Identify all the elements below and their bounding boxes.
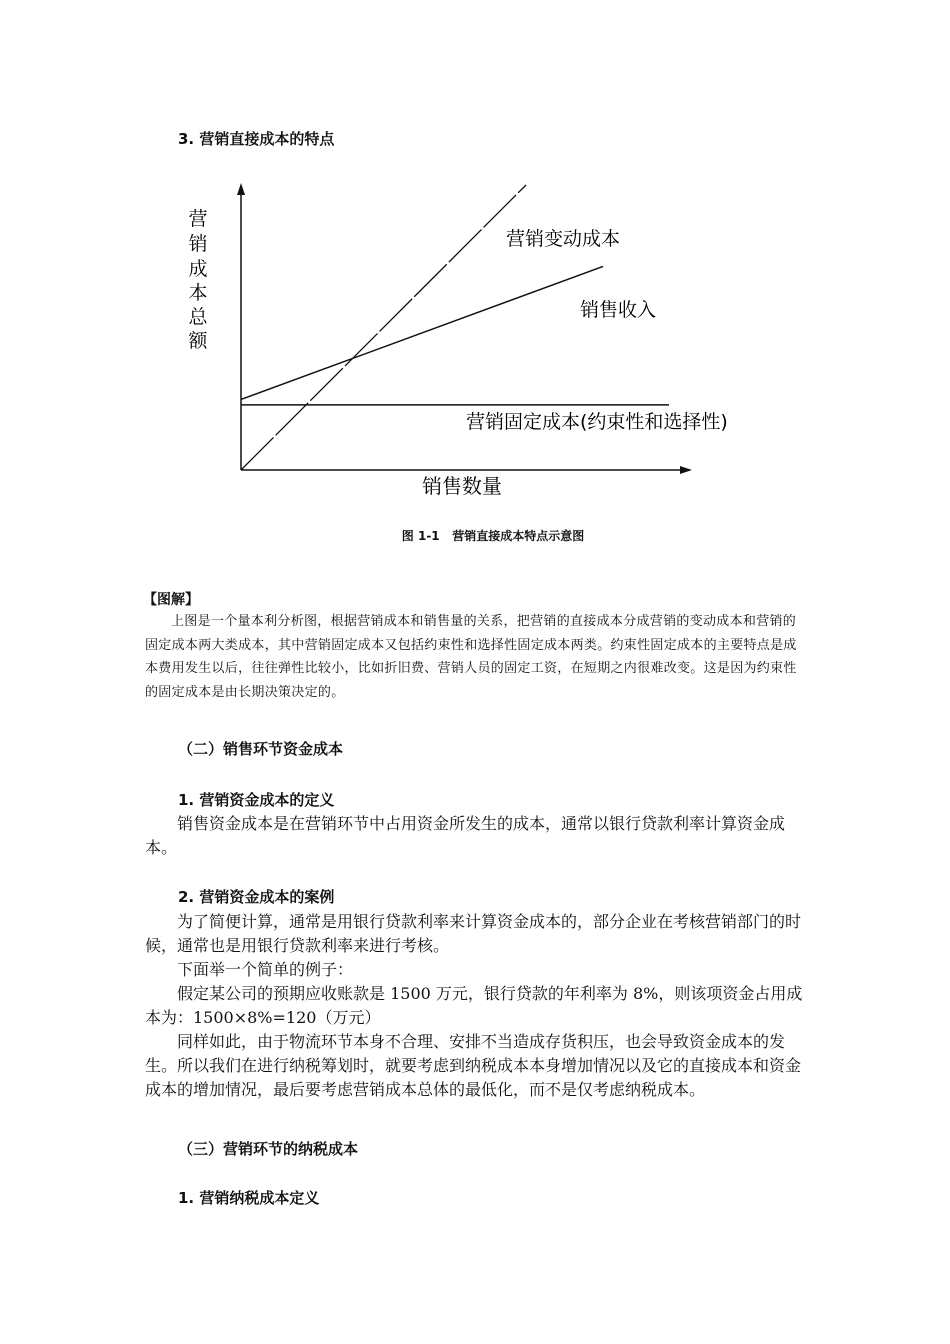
explanation-label: 【图解】 [143, 592, 199, 608]
subsection-heading: 1. 营销纳税成本定义 [178, 1189, 320, 1207]
y-axis-label-char: 本 [188, 282, 208, 304]
fixed-cost-label: 营销固定成本(约束性和选择性) [466, 411, 728, 433]
subsection-heading: 2. 营销资金成本的案例 [178, 888, 335, 906]
cost-chart [170, 175, 810, 510]
y-axis-label-char: 营 [188, 208, 208, 230]
section-heading: （三）营销环节的纳税成本 [178, 1140, 359, 1158]
y-axis-label [188, 208, 208, 352]
y-axis-label-char: 销 [188, 233, 208, 255]
explanation-text: 上图是一个量本利分析图，根据营销成本和销售量的关系，把营销的直接成本分成营销的变动成本和营销的固定成本两大类成本，其中营销固定成本又包括约束性和选择性固定成本两类。约束性固定成本的主要特点是成本费用发生以后，往往弹性比较小，比如折旧费、营销人员的固定工资，在短期之内很难改变。这是因为约束性的固定成本是由长期决策决定的。 [145, 614, 797, 700]
section-heading: 3. 营销直接成本的特点 [178, 130, 335, 148]
paragraph: 下面举一个简单的例子： [177, 960, 354, 979]
variable-cost-label: 营销变动成本 [506, 228, 621, 250]
paragraph: 同样如此，由于物流环节本身不合理、安排不当造成存货积压，也会导致资金成本的发生。所以我们在进行纳税筹划时，就要考虑到纳税成本本身增加情况以及它的直接成本和资金成本的增加情况，最后要考虑营销成本总体的最低化，而不是仅考虑纳税成本。 [145, 1032, 802, 1099]
y-axis-label-char: 成 [188, 258, 208, 280]
paragraph: 销售资金成本是在营销环节中占用资金所发生的成本，通常以银行贷款利率计算资金成本。 [145, 814, 786, 857]
figure-caption: 图 1-1 营销直接成本特点示意图 [401, 529, 585, 543]
y-axis-label-char: 总 [188, 306, 208, 328]
paragraph: 为了简便计算，通常是用银行贷款利率来计算资金成本的，部分企业在考核营销部门的时候，通常也是用银行贷款利率来进行考核。 [145, 912, 802, 955]
paragraph: 假定某公司的预期应收账款是 1500 万元，银行贷款的年利率为 8%，则该项资金占用成本为：1500×8%=120（万元） [145, 984, 803, 1027]
sales-revenue-line [241, 266, 603, 399]
x-axis-label: 销售数量 [422, 474, 502, 498]
y-axis-arrow [237, 183, 245, 195]
case-body [145, 910, 807, 1102]
y-axis-label-char: 额 [188, 330, 208, 352]
x-axis-arrow [680, 466, 692, 474]
subsection-heading: 1. 营销资金成本的定义 [178, 791, 335, 809]
sales-revenue-label: 销售收入 [580, 299, 657, 321]
section-heading: （二）销售环节资金成本 [178, 740, 344, 758]
